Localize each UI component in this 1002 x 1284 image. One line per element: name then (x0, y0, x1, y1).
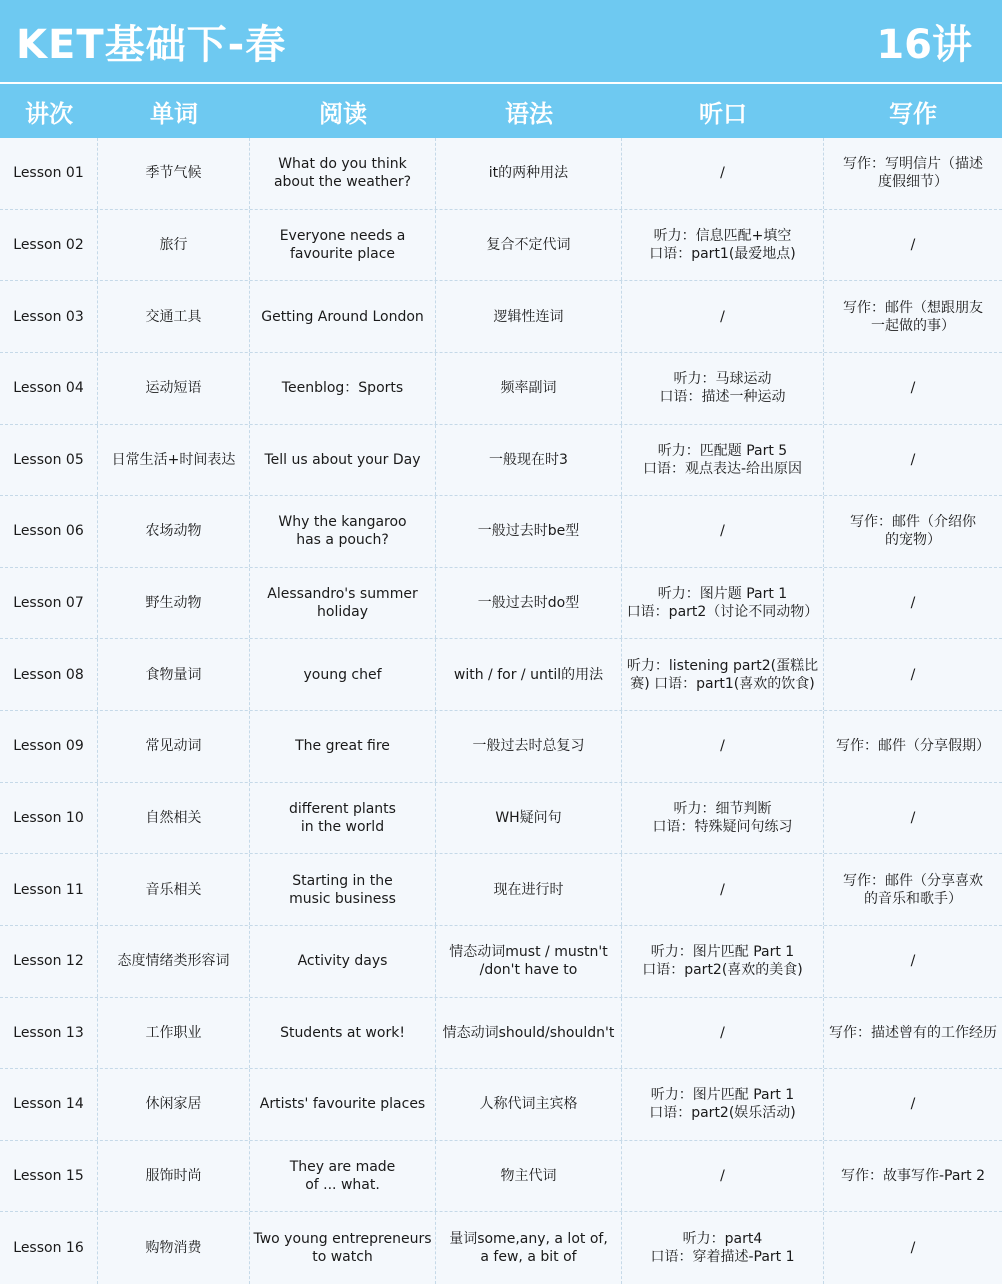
cell-reading: young chef (250, 639, 436, 710)
cell-writing: 写作：写明信片（描述 度假细节） (843, 156, 983, 191)
table-row (0, 639, 1002, 711)
table-body (0, 138, 1002, 1284)
cell-vocabulary: 旅行 (98, 210, 250, 281)
cell-listening-speaking: 听力：图片匹配 Part 1 口语：part2(喜欢的美食) (622, 926, 824, 997)
cell-listening-speaking: 听力：listening part2(蛋糕比 赛) 口语：part1(喜欢的饮食) (622, 639, 824, 710)
table-row (0, 138, 1002, 210)
cell-writing: / (910, 595, 916, 612)
table-row (0, 1141, 1002, 1213)
cell-listening-speaking: / (622, 854, 824, 925)
cell-reading: Tell us about your Day (250, 425, 436, 496)
cell-listening-speaking: / (622, 138, 824, 209)
cell-reading: Why the kangaroo has a pouch? (250, 496, 436, 567)
cell-grammar: 情态动词must / mustn't /don't have to (436, 926, 622, 997)
cell-vocabulary: 常见动词 (98, 711, 250, 782)
cell-grammar: 一般过去时be型 (436, 496, 622, 567)
cell-vocabulary: 服饰时尚 (98, 1141, 250, 1212)
cell-writing: / (910, 451, 916, 468)
header-listening-speaking: 听口 (699, 99, 747, 128)
page-title: KET基础下-春 (16, 22, 287, 68)
cell-listening-speaking: / (622, 998, 824, 1069)
header-grammar: 语法 (505, 99, 553, 128)
cell-reading: different plants in the world (250, 783, 436, 854)
cell-listening-speaking: 听力：图片题 Part 1 口语：part2（讨论不同动物） (622, 568, 824, 639)
cell-reading: The great fire (250, 711, 436, 782)
cell-vocabulary: 态度情绪类形容词 (98, 926, 250, 997)
cell-grammar: WH疑问句 (436, 783, 622, 854)
table-row (0, 496, 1002, 568)
cell-reading: Artists' favourite places (250, 1069, 436, 1140)
table-row (0, 783, 1002, 855)
cell-grammar: 物主代词 (436, 1141, 622, 1212)
cell-lesson: Lesson 16 (0, 1212, 98, 1284)
cell-vocabulary: 野生动物 (98, 568, 250, 639)
cell-listening-speaking: 听力：细节判断 口语：特殊疑问句练习 (622, 783, 824, 854)
cell-reading: Getting Around London (250, 281, 436, 352)
cell-lesson: Lesson 14 (0, 1069, 98, 1140)
cell-lesson: Lesson 05 (0, 425, 98, 496)
cell-reading: Starting in the music business (250, 854, 436, 925)
cell-lesson: Lesson 10 (0, 783, 98, 854)
table-row (0, 568, 1002, 640)
cell-reading: Alessandro's summer holiday (250, 568, 436, 639)
cell-writing: / (910, 1240, 916, 1257)
cell-lesson: Lesson 03 (0, 281, 98, 352)
cell-lesson: Lesson 02 (0, 210, 98, 281)
cell-listening-speaking: / (622, 711, 824, 782)
cell-writing: 写作：邮件（想跟朋友 一起做的事） (843, 299, 983, 334)
cell-vocabulary: 自然相关 (98, 783, 250, 854)
cell-listening-speaking: / (622, 496, 824, 567)
table-header (0, 84, 1002, 138)
cell-vocabulary: 工作职业 (98, 998, 250, 1069)
title-bar (0, 0, 1002, 84)
cell-writing: / (910, 236, 916, 253)
header-vocabulary: 单词 (150, 99, 198, 128)
cell-grammar: 频率副词 (436, 353, 622, 424)
table-row (0, 926, 1002, 998)
header-reading: 阅读 (319, 99, 367, 128)
cell-lesson: Lesson 07 (0, 568, 98, 639)
table-row (0, 425, 1002, 497)
lecture-count: 16讲 (876, 22, 972, 68)
cell-reading: Two young entrepreneurs to watch (250, 1212, 436, 1284)
cell-lesson: Lesson 06 (0, 496, 98, 567)
cell-vocabulary: 购物消费 (98, 1212, 250, 1284)
cell-grammar: 情态动词should/shouldn't (436, 998, 622, 1069)
cell-grammar: 复合不定代词 (436, 210, 622, 281)
cell-grammar: 一般过去时总复习 (436, 711, 622, 782)
cell-lesson: Lesson 15 (0, 1141, 98, 1212)
cell-listening-speaking: / (622, 281, 824, 352)
cell-reading: Activity days (250, 926, 436, 997)
cell-listening-speaking: / (622, 1141, 824, 1212)
cell-vocabulary: 日常生活+时间表达 (98, 425, 250, 496)
cell-vocabulary: 季节气候 (98, 138, 250, 209)
table-row (0, 210, 1002, 282)
table-row (0, 353, 1002, 425)
cell-listening-speaking: 听力：part4 口语：穿着描述-Part 1 (622, 1212, 824, 1284)
cell-writing: 写作：邮件（分享喜欢 的音乐和歌手） (843, 872, 983, 907)
table-row (0, 281, 1002, 353)
cell-lesson: Lesson 12 (0, 926, 98, 997)
header-writing: 写作 (889, 99, 937, 128)
cell-reading: They are made of ... what. (250, 1141, 436, 1212)
cell-grammar: 现在进行时 (436, 854, 622, 925)
cell-listening-speaking: 听力：信息匹配+填空 口语：part1(最爱地点) (622, 210, 824, 281)
table-row (0, 854, 1002, 926)
cell-listening-speaking: 听力：图片匹配 Part 1 口语：part2(娱乐活动) (622, 1069, 824, 1140)
cell-vocabulary: 音乐相关 (98, 854, 250, 925)
cell-vocabulary: 休闲家居 (98, 1069, 250, 1140)
cell-reading: Teenblog：Sports (250, 353, 436, 424)
cell-writing: / (910, 953, 916, 970)
table-row (0, 998, 1002, 1070)
header-lesson: 讲次 (25, 99, 73, 128)
cell-lesson: Lesson 11 (0, 854, 98, 925)
cell-vocabulary: 交通工具 (98, 281, 250, 352)
cell-grammar: 人称代词主宾格 (436, 1069, 622, 1140)
cell-writing: / (910, 380, 916, 397)
cell-lesson: Lesson 01 (0, 138, 98, 209)
cell-lesson: Lesson 13 (0, 998, 98, 1069)
cell-reading: Students at work! (250, 998, 436, 1069)
cell-lesson: Lesson 04 (0, 353, 98, 424)
cell-writing: 写作：邮件（分享假期） (836, 738, 990, 755)
cell-writing: / (910, 809, 916, 826)
cell-vocabulary: 食物量词 (98, 639, 250, 710)
cell-listening-speaking: 听力：匹配题 Part 5 口语：观点表达-给出原因 (622, 425, 824, 496)
cell-grammar: 一般现在时3 (436, 425, 622, 496)
cell-vocabulary: 运动短语 (98, 353, 250, 424)
cell-grammar: it的两种用法 (436, 138, 622, 209)
cell-grammar: 量词some,any, a lot of, a few, a bit of (436, 1212, 622, 1284)
cell-writing: 写作：描述曾有的工作经历 (829, 1024, 997, 1041)
table-row (0, 711, 1002, 783)
cell-writing: 写作：故事写作-Part 2 (840, 1168, 986, 1185)
cell-grammar: 一般过去时do型 (436, 568, 622, 639)
cell-grammar: with / for / until的用法 (436, 639, 622, 710)
cell-lesson: Lesson 08 (0, 639, 98, 710)
cell-grammar: 逻辑性连词 (436, 281, 622, 352)
cell-lesson: Lesson 09 (0, 711, 98, 782)
cell-reading: Everyone needs a favourite place (250, 210, 436, 281)
cell-writing: / (910, 1096, 916, 1113)
cell-writing: / (910, 666, 916, 683)
table-row (0, 1212, 1002, 1284)
cell-writing: 写作：邮件（介绍你 的宠物） (850, 514, 976, 549)
cell-reading: What do you think about the weather? (250, 138, 436, 209)
cell-vocabulary: 农场动物 (98, 496, 250, 567)
table-row (0, 1069, 1002, 1141)
cell-listening-speaking: 听力：马球运动 口语：描述一种运动 (622, 353, 824, 424)
